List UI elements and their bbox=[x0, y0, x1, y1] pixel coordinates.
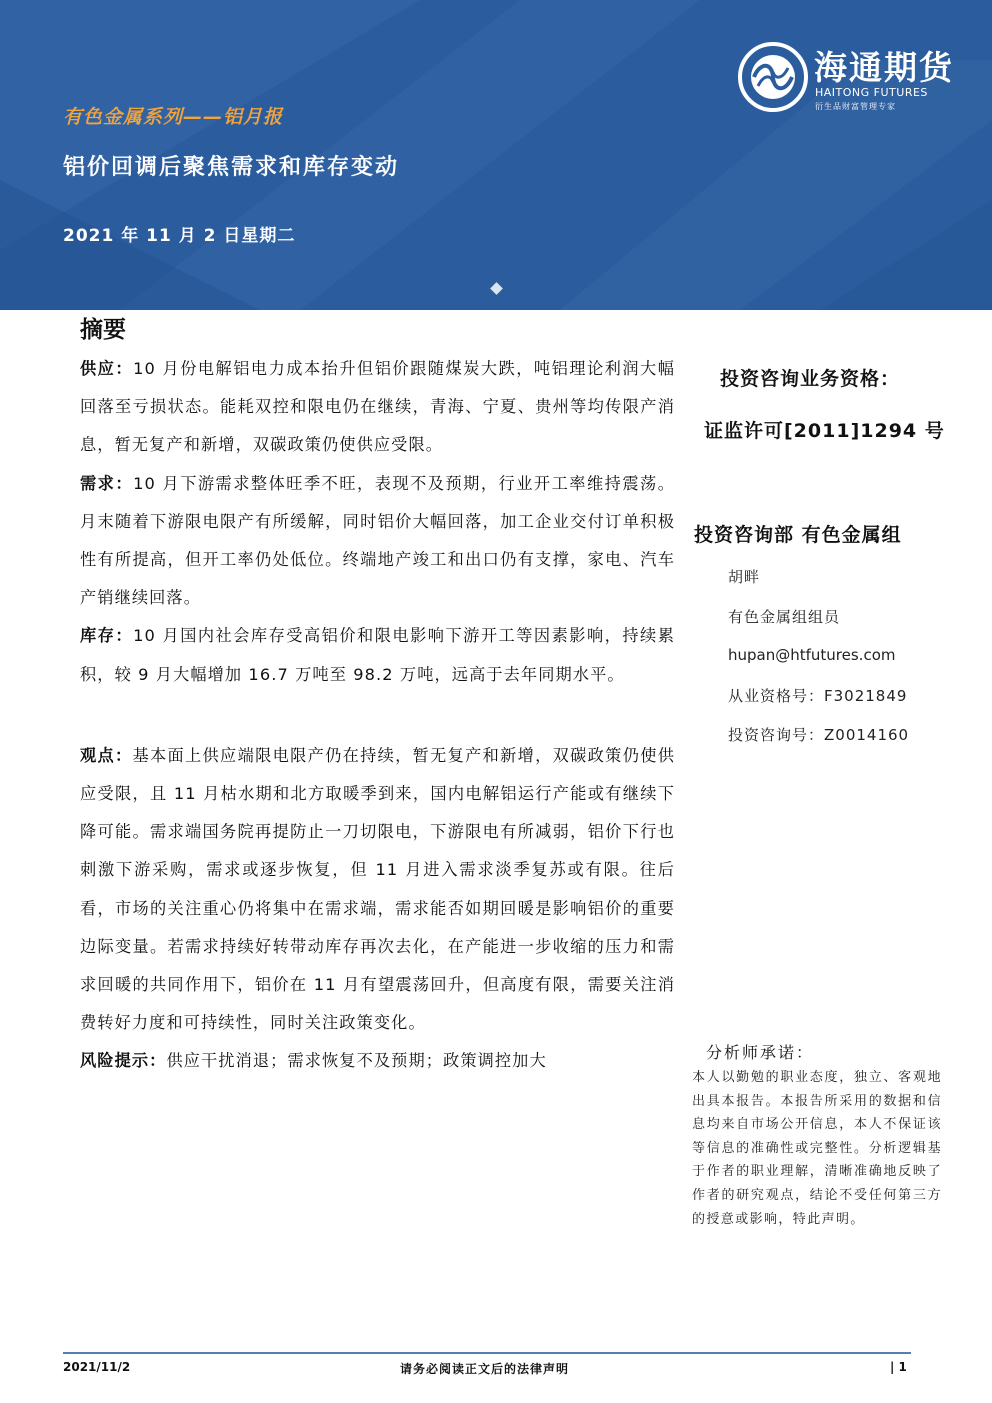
view-paragraph bbox=[80, 737, 675, 1043]
view-label: 观点： bbox=[80, 745, 133, 765]
supply-text: 10 月份电解铝电力成本抬升但铝价跟随煤炭大跌，吨铝理论利润大幅回落至亏损状态。能耗双控和限电仍在继续，青海、宁夏、贵州等均传限产消息，暂无复产和新增，双碳政策仍使供应受限。 bbox=[80, 359, 675, 455]
practice-certificate: 从业资格号：F3021849 bbox=[728, 687, 908, 705]
inventory-paragraph bbox=[80, 617, 675, 693]
inventory-label: 库存： bbox=[80, 626, 134, 646]
analyst-email[interactable]: hupan@htfutures.com bbox=[728, 646, 896, 664]
footer-date: 2021/11/2 bbox=[63, 1360, 131, 1374]
department-name: 投资咨询部 有色金属组 bbox=[694, 524, 902, 546]
analyst-name: 胡畔 bbox=[728, 568, 761, 586]
logo-english-name: HAITONG FUTURES bbox=[815, 86, 928, 99]
report-date: 2021 年 11 月 2 日星期二 bbox=[63, 226, 296, 246]
risk-text: 供应干扰消退；需求恢复不及预期；政策调控加大 bbox=[166, 1051, 547, 1071]
supply-paragraph bbox=[80, 350, 675, 465]
qualification-number: 证监许可[2011]1294 号 bbox=[704, 420, 945, 442]
demand-text: 10 月下游需求整体旺季不旺，表现不及预期，行业开工率维持震荡。月末随着下游限电限产有所缓解，同时铝价大幅回落，加工企业交付订单积极性有所提高，但开工率仍处低位。终端地产竣工和出口仍有支撑，家电、汽车产销继续回落。 bbox=[80, 473, 675, 608]
report-series: 有色金属系列——铝月报 bbox=[63, 106, 284, 128]
demand-paragraph bbox=[80, 465, 675, 618]
header-banner bbox=[0, 0, 992, 310]
logo-tagline: 衍生品财富管理专家 bbox=[815, 102, 896, 111]
page-number: | 1 bbox=[890, 1360, 907, 1374]
company-logo bbox=[738, 40, 958, 120]
view-text: 基本面上供应端限电限产仍在持续，暂无复产和新增，双碳政策仍使供应受限，且 11 月枯水期和北方取暖季到来，国内电解铝运行产能或有继续下降可能。需求端国务院再提防止一刀切限电，下游限电有所减弱，铝价下行也刺激下游采购，需求或逐步恢复，但 11 月进入需求淡季复苏或有限。往后看，市场的关注重心仍将集中在需求端，需求能否如期回暖是影响铝价的重要边际变量。若需求持续好转带动库存再次去化，在产能进一步收缩的压力和需求回暖的共同作用下，铝价在 11 月有望震荡回升，但高度有限，需要关注消费转好力度和可持续性，同时关注政策变化。 bbox=[80, 745, 675, 1033]
report-title: 铝价回调后聚焦需求和库存变动 bbox=[63, 155, 400, 180]
risk-label: 风险提示： bbox=[80, 1051, 167, 1071]
pledge-text: 本人以勤勉的职业态度，独立、客观地出具本报告。本报告所采用的数据和信息均来自市场公开信息，本人不保证该等信息的准确性或完整性。分析逻辑基于作者的职业理解，清晰准确地反映了作者的研究观点，结论不受任何第三方的授意或影响，特此声明。 bbox=[692, 1070, 942, 1227]
consult-certificate: 投资咨询号：Z0014160 bbox=[728, 726, 910, 744]
analyst-role: 有色金属组组员 bbox=[728, 608, 841, 626]
logo-chinese-name: 海通期货 bbox=[814, 48, 954, 87]
footer-divider bbox=[63, 1352, 911, 1354]
footer-legal-notice: 请务必阅读正文后的法律声明 bbox=[400, 1362, 570, 1376]
demand-label: 需求： bbox=[80, 473, 134, 493]
inventory-text: 10 月国内社会库存受高铝价和限电影响下游开工等因素影响，持续累积，较 9 月大幅增加 16.7 万吨至 98.2 万吨，远高于去年同期水平。 bbox=[80, 626, 675, 684]
summary-body bbox=[80, 350, 675, 1081]
risk-paragraph bbox=[80, 1042, 675, 1080]
qualification-title: 投资咨询业务资格： bbox=[720, 368, 901, 390]
supply-label: 供应： bbox=[80, 359, 134, 378]
pledge-title: 分析师承诺： bbox=[706, 1043, 815, 1062]
summary-heading: 摘要 bbox=[80, 317, 126, 343]
logo-emblem-icon bbox=[738, 42, 808, 112]
